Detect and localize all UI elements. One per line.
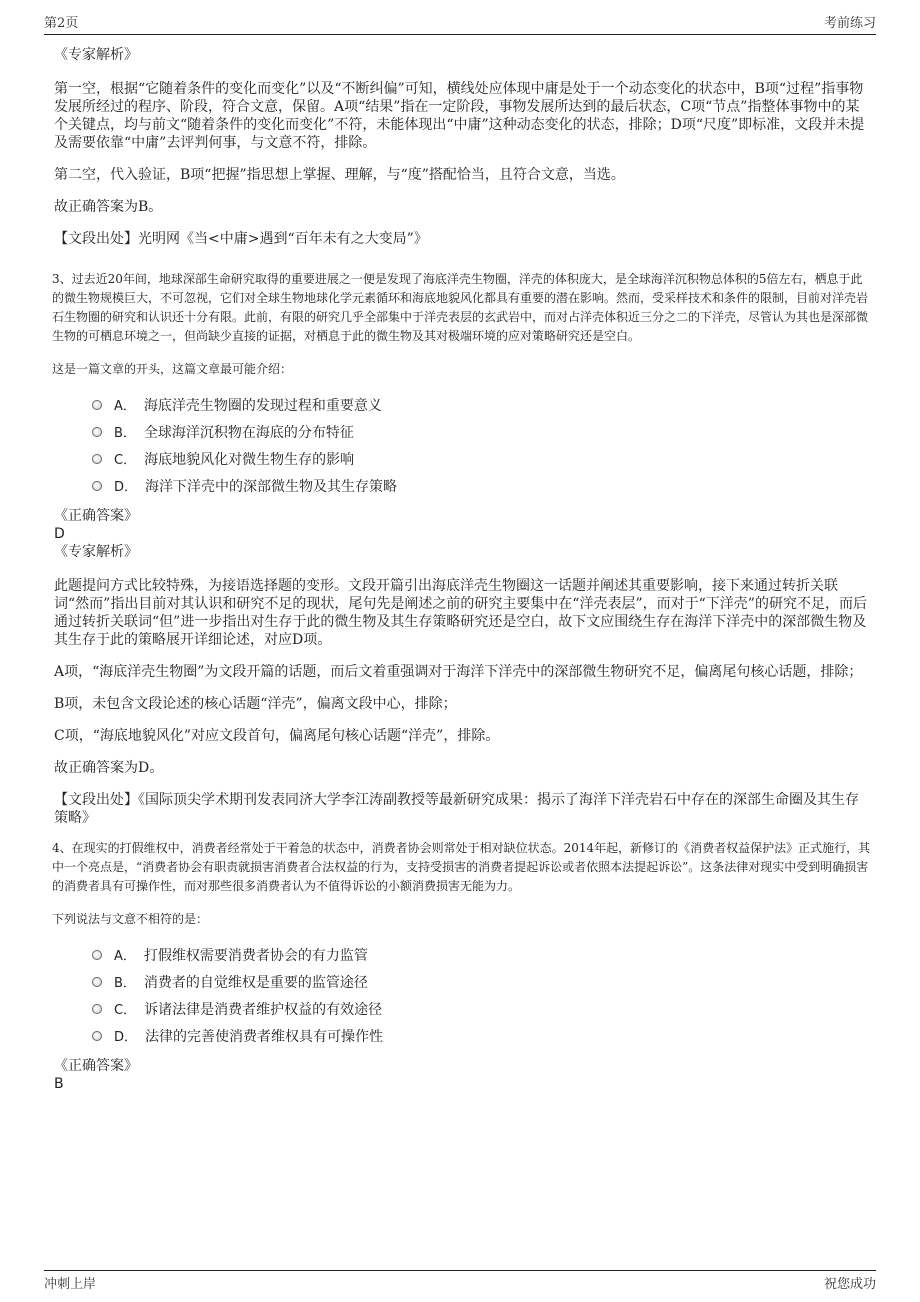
q4-answer-label: 《正确答案》 [54,1058,138,1074]
radio-icon[interactable] [92,400,102,410]
q2-source: 【文段出处】光明网《当<中庸>遇到“百年未有之大变局”》 [54,231,428,247]
q4-question: 下列说法与文意不相符的是： [52,912,209,926]
q3-answer-label: 《正确答案》 [54,508,138,524]
q3-analysis-p2: A项，“海底洋壳生物圈”为文段开篇的话题，而后文着重强调对于海洋下洋壳中的深部微生物研究不足，偏离尾句核心话题，排除； [54,664,863,680]
q3-option-d[interactable]: D． 海洋下洋壳中的深部微生物及其生存策略 [92,472,872,499]
q4-option-c[interactable]: C． 诉诸法律是消费者维护权益的有效途径 [92,995,872,1022]
page-content [54,40,872,1093]
q3-analysis-label: 《专家解析》 [54,544,138,560]
radio-icon[interactable] [92,950,102,960]
q3-stem: 3、过去近20年间，地球深部生命研究取得的重要进展之一便是发现了海底洋壳生物圈，洋壳的体积庞大，是全球海洋沉积物总体积的5倍左右，栖息于此的微生物规模巨大，不可忽视，它们对全球生物地球化学元素循环和海底地貌风化都具有重要的潜在影响。然而，受采样技术和条件的限制，目前对洋壳岩石生物圈的研究和认识还十分有限。此前，有限的研究几乎全部集中于洋壳表层的玄武岩中，而对占洋壳体积近三分之二的下洋壳，尽管认为其也是深部微生物的可栖息环境之一，但尚缺少直接的证据，对栖息于此的微生物及其对极端环境的应对策略研究还是空白。 [52,272,869,343]
header-title: 考前练习 [823,16,876,31]
radio-icon[interactable] [92,1004,102,1014]
q3-source: 【文段出处】《国际顶尖学术期刊发表同济大学李江涛副教授等最新研究成果：揭示了海洋下洋壳岩石中存在的深部生命圈及其生存策略》 [54,792,859,826]
q4-option-a[interactable]: A． 打假维权需要消费者协会的有力监管 [92,941,872,968]
radio-icon[interactable] [92,454,102,464]
q3-question: 这是一篇文章的开头，这篇文章最可能介绍： [52,362,293,376]
page-header [44,12,876,35]
q2-answer-statement: 故正确答案为B。 [54,199,163,215]
page-footer [44,1270,876,1293]
q3-answer: D [54,526,65,542]
radio-icon[interactable] [92,1031,102,1041]
q3-answer-statement: 故正确答案为D。 [54,760,164,776]
page-number: 第2页 [44,16,79,31]
q3-option-c[interactable]: C． 海底地貌风化对微生物生存的影响 [92,445,872,472]
q2-analysis-p1: 第一空，根据“它随着条件的变化而变化”以及“不断纠偏”可知，横线处应体现中庸是处于一个动态变化的状态中，B项“过程”指事物发展所经过的程序、阶段，符合文意，保留。A项“结果”指在一定阶段，事物发展所达到的最后状态，C项“节点”指整体事物中的某个关键点，均与前文“随着条件的变化而变化”不符，未能体现出“中庸”这种动态变化的状态，排除；D项“尺度”即标准，文段并未提及需要依靠“中庸”去评判何事，与文意不符，排除。 [54,81,865,151]
q4-options [92,941,872,1049]
q3-analysis-p3: B项，未包含文段论述的核心话题“洋壳”，偏离文段中心，排除； [54,696,457,712]
radio-icon[interactable] [92,481,102,491]
q3-options [92,391,872,499]
q4-answer: B [54,1076,64,1092]
radio-icon[interactable] [92,427,102,437]
footer-right: 祝您成功 [823,1277,876,1292]
q2-analysis-label: 《专家解析》 [54,47,138,63]
q3-analysis-p4: C项，“海底地貌风化”对应文段首句，偏离尾句核心话题“洋壳”，排除。 [54,728,500,744]
q4-option-d[interactable]: D． 法律的完善使消费者维权具有可操作性 [92,1022,872,1049]
radio-icon[interactable] [92,977,102,987]
q3-analysis-p1: 此题提问方式比较特殊，为接语选择题的变形。文段开篇引出海底洋壳生物圈这一话题并阐述其重要影响，接下来通过转折关联词“然而”指出目前对其认识和研究不足的现状，尾句先是阐述之前的研究主要集中在“洋壳表层”，而对于“下洋壳”的研究不足，而后通过转折关联词“但”进一步指出对生存于此的微生物及其生存策略研究还是空白，故下文应围绕生存在海洋下洋壳中的深部微生物及其生存于此的策略展开详细论述，对应D项。 [54,578,867,648]
q3-option-b[interactable]: B． 全球海洋沉积物在海底的分布特征 [92,418,872,445]
footer-left: 冲刺上岸 [44,1277,97,1292]
q4-option-b[interactable]: B． 消费者的自觉维权是重要的监管途径 [92,968,872,995]
q3-option-a[interactable]: A． 海底洋壳生物圈的发现过程和重要意义 [92,391,872,418]
q2-analysis-p2: 第二空，代入验证，B项“把握”指思想上掌握、理解，与“度”搭配恰当，且符合文意，当选。 [54,167,625,183]
q4-stem: 4、在现实的打假维权中，消费者经常处于干着急的状态中，消费者协会则常处于相对缺位状态。2014年起，新修订的《消费者权益保护法》正式施行，其中一个亮点是，“消费者协会有职责就损害消费者合法权益的行为，支持受损害的消费者提起诉讼或者依照本法提起诉讼”。这条法律对现实中受到明确损害的消费者具有可操作性，而对那些很多消费者认为不值得诉讼的小额消费损害无能为力。 [52,841,871,893]
